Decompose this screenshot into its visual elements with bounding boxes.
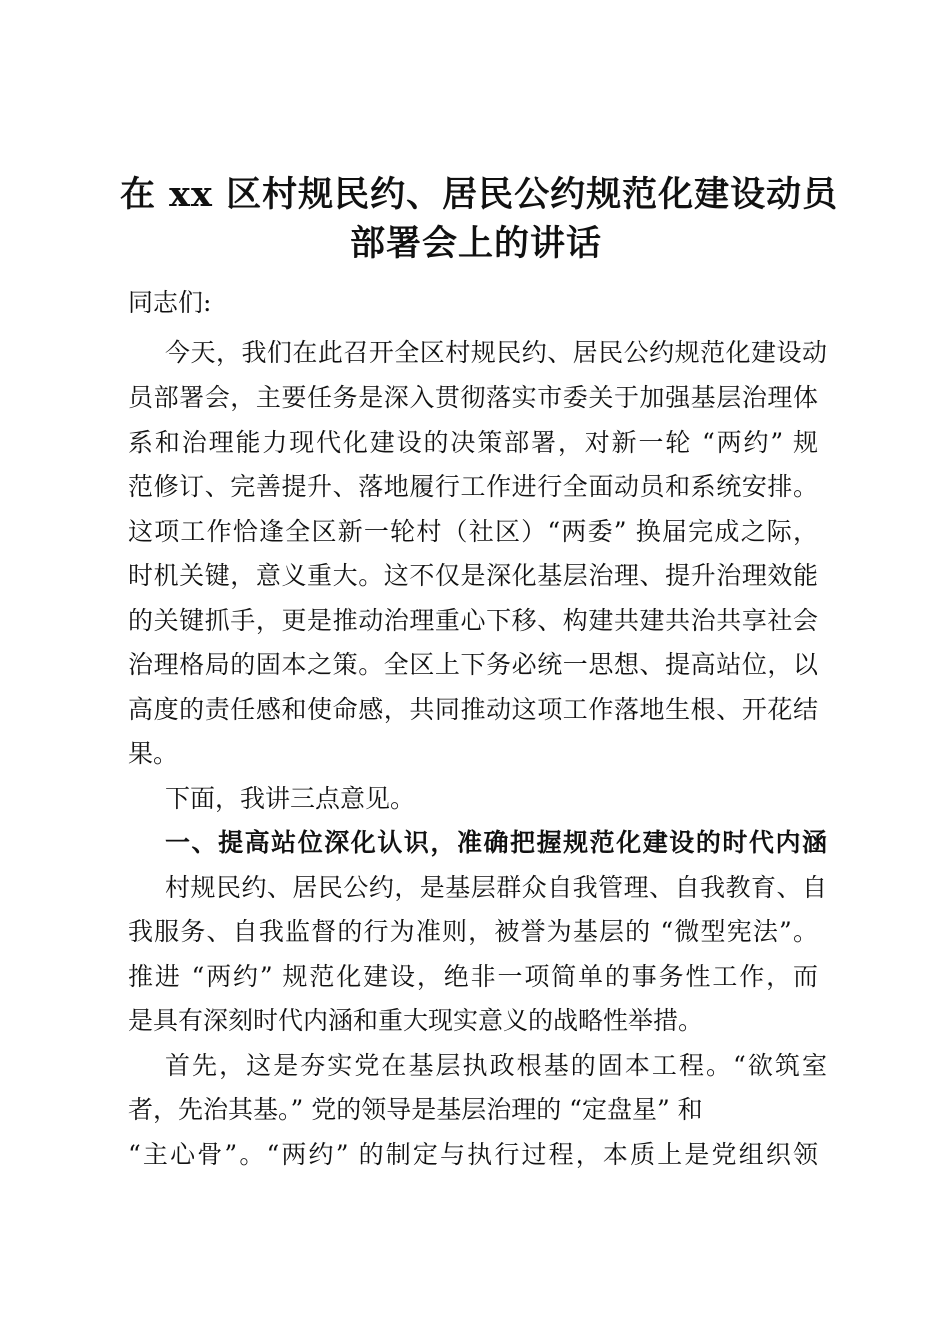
paragraph-4-line: “主心骨”。“两约” 的制定与执行过程，本质上是党组织领 [128, 1140, 818, 1169]
paragraph-3-line: 我服务、自我监督的行为准则，被誉为基层的 “微型宪法”。 [128, 917, 818, 946]
paragraph-1-line: 员部署会，主要任务是深入贯彻落实市委关于加强基层治理体 [128, 383, 818, 412]
paragraph-1-line: 今天，我们在此召开全区村规民约、居民公约规范化建设动 [165, 338, 827, 367]
paragraph-1-line: 时机关键，意义重大。这不仅是深化基层治理、提升治理效能 [128, 561, 818, 590]
section-1-heading: 一、提高站位深化认识，准确把握规范化建设的时代内涵 [165, 828, 827, 857]
salutation: 同志们: [128, 288, 212, 317]
paragraph-4-line: 首先，这是夯实党在基层执政根基的固本工程。“欲筑室 [165, 1051, 827, 1080]
paragraph-2: 下面，我讲三点意见。 [165, 784, 416, 813]
paragraph-1-line: 治理格局的固本之策。全区上下务必统一思想、提高站位，以 [128, 650, 818, 679]
document-title-line-2: 部署会上的讲话 [349, 223, 602, 264]
paragraph-1-line: 这项工作恰逢全区新一轮村（社区）“两委” 换届完成之际， [128, 517, 818, 546]
paragraph-3-line: 推进 “两约” 规范化建设，绝非一项简单的事务性工作，而 [128, 962, 818, 991]
paragraph-1-line: 系和治理能力现代化建设的决策部署，对新一轮 “两约” 规 [128, 428, 818, 457]
paragraph-3-line: 是具有深刻时代内涵和重大现实意义的战略性举措。 [128, 1006, 704, 1035]
paragraph-1-line: 高度的责任感和使命感，共同推动这项工作落地生根、开花结 [128, 695, 818, 724]
paragraph-1-line: 的关键抓手，更是推动治理重心下移、构建共建共治共享社会 [128, 606, 818, 635]
paragraph-1-line: 范修订、完善提升、落地履行工作进行全面动员和系统安排。 [128, 472, 818, 501]
paragraph-1-line: 果。 [128, 739, 179, 768]
document-title-line-1: 在 xx 区村规民约、居民公约规范化建设动员 [120, 174, 839, 215]
paragraph-3-line: 村规民约、居民公约，是基层群众自我管理、自我教育、自 [165, 873, 827, 902]
paragraph-4-line: 者，先治其基。” 党的领导是基层治理的 “定盘星” 和 [128, 1095, 703, 1124]
